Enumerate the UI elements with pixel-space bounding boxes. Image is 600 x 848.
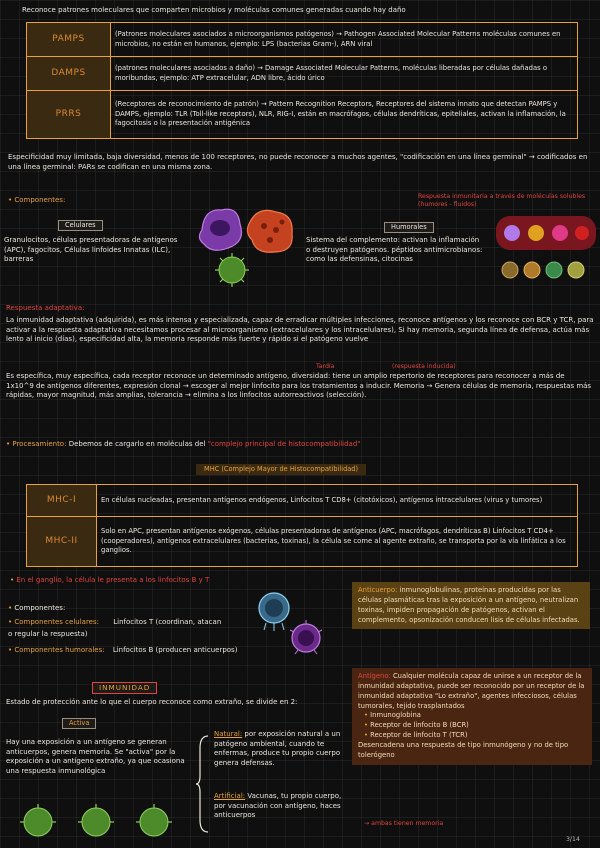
active-tag: Activa [62,718,96,729]
adaptive-components-heading: • Componentes: [8,604,65,614]
adaptive-paragraph-2: Es específica, muy específica, cada receptor reconoce un determinado antígeno, diversidad: tiene un amplio repertorio de receptores para reconocer a más de 1x10^9 de antígenos diferentes, expresión clonal → escoger al mejor linfocito para los tratamientos a inducir. Memoria → Genera células de memoria, respuestas más rápidas, mayor magnitud, más amplias, tolerancia → elimina a los linfocitos autorreactivos (selección). [6,372,592,400]
immunity-lead: Estado de protección ante lo que el cuerpo reconoce como extraño, se divide en 2: [6,698,298,706]
mhc-label: MHC-II [27,517,97,567]
mhc-title: MHC (Complejo Mayor de Histocompatibilidad) [196,464,366,475]
pattern-label: PAMPS [27,23,111,57]
table-row [27,57,578,91]
pattern-label: PRRS [27,91,111,139]
adaptive-heading: Respuesta adaptativa: [6,304,85,312]
virus-icon [215,253,249,287]
pattern-label: DAMPS [27,57,111,91]
b-lymphocyte-icon [290,620,322,654]
lymphocytes-illustration [252,590,332,662]
bracket-icon [196,734,210,834]
pattern-text: (patrones moleculares asociados a daño) → Damage Associated Molecular Patterns, moléculas liberadas por células dañadas o moribundas, ejemplo: ATP extracelular, ADN libre, ácido úrico [111,57,578,91]
adaptive-cellular: • Componentes celulares: Linfocitos T (coordinan, atacan [8,618,298,628]
antigen-item: • Receptor de linfocito T (TCR) [364,731,586,741]
macrophage-icon [247,210,292,252]
humoral-tag: Humorales [384,222,434,233]
artificial-text: Artificial: Vacunas, tu propio cuerpo, por vacunación con antígeno, haces anticuerpos [214,792,342,820]
cellular-tag: Celulares [58,220,103,231]
innate-cells-illustration [192,200,302,292]
immunity-title: INMUNIDAD [92,682,157,694]
antibody-box: Anticuerpo: inmunoglobulinas, proteínas producidas por las células plasmáticas tras la exposición a un antígeno, neutralizan toxinas, impiden propagación de patógenos, activan el complemento, opsonización conducen lisis de células infectadas. [352,582,590,629]
table-row [27,485,578,517]
virus-row-illustration [16,798,176,844]
t-lymphocyte-icon [259,593,289,631]
humoral-text: Sistema del complemento: activan la inflamación o destruyen patógenos. péptidos antimicrobianos: como las defensinas, citocinas [306,236,483,264]
processing-line: • Procesamiento: Debemos de cargarlo en moléculas del "complejo principal de histocompatibilidad" [6,440,594,450]
mhc-text: En células nucleadas, presentan antígenos endógenos, Linfocitos T CD8+ (citotóxicos), antígenos intracelulares (virus y tumores) [97,485,578,517]
tardia-label: Tardía [316,363,335,370]
antigen-item: • Receptor de linfocito B (BCR) [364,721,586,731]
adaptive-paragraph-1: La inmunidad adaptativa (adquirida), es más intensa y especializada, capaz de erradicar múltiples infecciones, reconoce antígenos y los reconoce con BCR y TCR, para activar a la respuesta adaptativa necesitamos procesar al microorganismo (extracelulares y los intracelulares), Si hay memoria, segunda línea de defensa, actúa más lento al inicio (días), especificidad alta, la memoria responde más fuerte y rápido si el patógeno vuelve [6,316,594,344]
active-text: Hay una exposición a un antígeno se generan anticuerpos, genera memoria. Se "activa" por la exposición a un antígeno extraño, ya que ocasiona una respuesta inmunológica [6,738,185,775]
humoral-note: Respuesta inmunitaria a través de moléculas solubles (humores - fluidos) [418,193,586,208]
page-number: 3/14 [566,836,580,843]
mhc-note: • En el ganglio, la célula le presenta a los linfocitos B y T [10,576,209,586]
pattern-text: (Patrones moleculares asociados a microorganismos patógenos) → Pathogen Associated Molecular Patterns moléculas comunes en microbios, no están en humanos, ejemplo: LPS (bacterias Gram-), ARN viral [111,23,578,57]
specificity-paragraph: Especificidad muy limitada, baja diversidad, menos de 100 receptores, no puede reconocer a muchos agentes, "codificación en una línea germinal" → codificados en una línea germinal: PARs se codifican en una misma zona. [8,153,588,171]
adaptive-humoral: • Componentes humorales: Linfocitos B (producen anticuerpos) [8,646,298,656]
page-title: Reconoce patrones moleculares que comparten microbios y moléculas comunes generadas cuando hay daño [22,6,406,14]
cellular-text: Granulocitos, células presentadoras de antígenos (APC), fagocitos, Células linfoides Innatas (ILC), barreras [4,236,178,264]
table-row [27,91,578,139]
inducida-label: (respuesta inducida) [392,363,456,370]
table-row [27,517,578,567]
mhc-label: MHC-I [27,485,97,517]
antigen-item: • Inmunoglobina [364,711,586,721]
pattern-text: (Receptores de reconocimiento de patrón) → Pattern Recognition Receptors, Receptores del sistema innato que detectan PAMPS y DAMPS, ejemplo: TLR (Toll-like receptors), NLR, RIG-I, están en macrófagos, células dendríticas, epiteliales, activan la inflamación, la fagocitosis o la presentación antigénica [111,91,578,139]
patterns-table [26,22,578,139]
antigen-box: Antígeno: Cualquier molécula capaz de unirse a un receptor de la inmunidad adaptativa, puede ser reconocido por un receptor de la inmunidad adaptativa "Lo extraño", agentes infecciosos, células tumorales, tejido trasplantados • Inmunoglobina • Receptor de linfocito B (BCR) • Receptor de linfocito T (TCR) Desencadena una respuesta de tipo inmunógeno y no de tipo tolerógeno [352,668,592,765]
adaptive-cellular-sub: o regular la respuesta) [8,630,88,638]
both-memory-note: → ambas tienen memoria [364,820,444,827]
natural-text: Natural: por exposición natural a un patógeno ambiental, cuando te enfermas, produce tu propio cuerpo genera defensas. [214,730,341,767]
mhc-text: Solo en APC, presentan antígenos exógenos, células presentadoras de antígenos (APC, macrófagos, dendríticas B) Linfocitos T CD4+ (cooperadores), antígenos extracelulares (bacterias, toxinas), la célula se come al agente extraño, se transporta por la vía linfática a los ganglios. [97,517,578,567]
table-row [27,23,578,57]
antigen-tail: Desencadena una respuesta de tipo inmunógeno y no de tipo tolerógeno [358,740,569,759]
mhc-table [26,484,578,567]
humoral-cells-illustration [494,214,598,290]
components-heading: • Componentes: [8,196,65,206]
granulocyte-icon [199,209,241,250]
